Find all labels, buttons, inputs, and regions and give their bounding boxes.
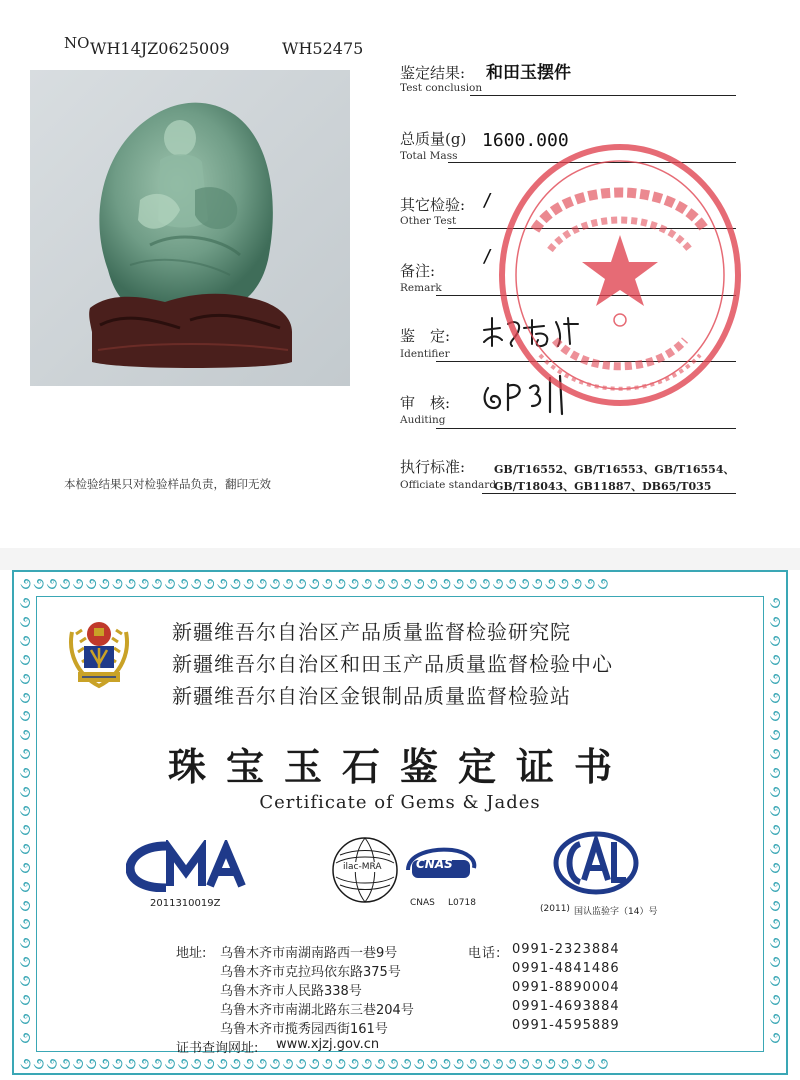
page-gap xyxy=(0,548,800,570)
disclaimer-note: 本检验结果只对检验样品负责，翻印无效 xyxy=(64,477,271,491)
cal-number: 国认监验字（14）号 xyxy=(574,907,658,917)
org-name-2: 新疆维吾尔自治区和田玉产品质量监督检验中心 xyxy=(172,652,613,676)
other-test-value: / xyxy=(482,190,493,211)
cma-number: 2011310019Z xyxy=(150,898,221,909)
standard-en: Officiate standard xyxy=(400,479,497,491)
total-mass-label: 总质量(g) xyxy=(400,130,467,148)
address-line: 乌鲁木齐市南湖北路东三巷204号 xyxy=(220,1003,414,1018)
certificate-subtitle: Certificate of Gems & Jades xyxy=(259,792,541,813)
report-no-prefix: NO xyxy=(64,34,90,52)
remark-en: Remark xyxy=(400,282,442,294)
ilac-mra-text: ilac-MRA xyxy=(343,862,382,872)
border-pattern-top: ૭૭૭૭૭૭૭૭૭૭૭૭૭૭૭૭૭૭૭૭૭૭૭૭૭૭૭૭૭૭૭૭૭૭૭૭૭૭૭૭૭૭૭૭૭ xyxy=(20,574,611,593)
identifier-label: 鉴 定: xyxy=(400,327,451,345)
cal-year: (2011) xyxy=(540,904,570,914)
cnas-number: L0718 xyxy=(448,898,476,908)
address-line: 乌鲁木齐市克拉玛依东路375号 xyxy=(220,965,401,980)
test-conclusion-value: 和田玉摆件 xyxy=(486,63,571,83)
cma-logo xyxy=(126,840,246,892)
cnas-logo-text: CNAS xyxy=(416,857,453,871)
auditing-label: 审 核: xyxy=(400,394,451,412)
official-stamp xyxy=(495,140,745,410)
certificate-card xyxy=(0,570,800,1080)
report-number: WH14JZ0625009 xyxy=(90,39,230,58)
org-name-3: 新疆维吾尔自治区金银制品质量监督检验站 xyxy=(172,684,571,708)
standard-label: 执行标准: xyxy=(400,458,466,476)
phone-number: 0991-4693884 xyxy=(512,999,620,1014)
divider xyxy=(470,95,736,96)
certificate-title: 珠宝玉石鉴定证书 xyxy=(167,744,632,789)
phone-label: 电话: xyxy=(468,946,502,961)
org-name-1: 新疆维吾尔自治区产品质量监督检验研究院 xyxy=(172,620,571,644)
cal-logo xyxy=(552,830,640,896)
standard-value-line2: GB/T18043、GB11887、DB65/T035 xyxy=(494,480,712,493)
border-pattern-right: ૭ ૭ ૭ ૭ ૭ ૭ ૭ ૭ ૭ ૭ ૭ ૭ ૭ ૭ ૭ ૭ ૭ ૭ ૭ ૭ ૭ ૭ ૭ ૭ xyxy=(769,594,781,1047)
report-number-secondary: WH52475 xyxy=(282,39,364,58)
border-pattern-left: ૭ ૭ ૭ ૭ ૭ ૭ ૭ ૭ ૭ ૭ ૭ ૭ ૭ ૭ ૭ ૭ ૭ ૭ ૭ ૭ ૭ ૭ ૭ ૭ xyxy=(19,594,31,1047)
query-url[interactable]: www.xjzj.gov.cn xyxy=(276,1037,380,1052)
quality-inspection-emblem xyxy=(64,612,134,692)
query-url-label: 证书查询网址: xyxy=(176,1041,259,1056)
identifier-en: Identifier xyxy=(400,348,450,360)
jade-carving-photo xyxy=(30,70,350,386)
other-test-label: 其它检验: xyxy=(400,196,466,214)
cnas-label: CNAS xyxy=(410,898,435,908)
address-label: 地址: xyxy=(176,946,207,961)
test-conclusion-en: Test conclusion xyxy=(400,82,483,94)
address-line: 乌鲁木齐市南湖南路西一巷9号 xyxy=(220,946,398,961)
divider xyxy=(436,428,736,429)
remark-value: / xyxy=(482,246,493,267)
total-mass-value: 1600.000 xyxy=(482,130,569,151)
remark-label: 备注: xyxy=(400,262,436,280)
phone-number: 0991-4841486 xyxy=(512,961,620,976)
divider xyxy=(482,493,736,494)
phone-number: 0991-2323884 xyxy=(512,942,620,957)
jade-carving-image xyxy=(30,70,350,386)
phone-number: 0991-8890004 xyxy=(512,980,620,995)
total-mass-en: Total Mass xyxy=(400,150,458,162)
auditing-en: Auditing xyxy=(400,414,446,426)
address-line: 乌鲁木齐市揽秀园西街161号 xyxy=(220,1022,388,1037)
other-test-en: Other Test xyxy=(400,215,457,227)
phone-number: 0991-4595889 xyxy=(512,1018,620,1033)
border-pattern-bottom: ૭૭૭૭૭૭૭૭૭૭૭૭૭૭૭૭૭૭૭૭૭૭૭૭૭૭૭૭૭૭૭૭૭૭૭૭૭૭૭૭૭૭૭૭૭ xyxy=(20,1054,611,1073)
test-conclusion-label: 鉴定结果: xyxy=(400,64,466,82)
standard-value-line1: GB/T16552、GB/T16553、GB/T16554、 xyxy=(494,463,735,476)
address-line: 乌鲁木齐市人民路338号 xyxy=(220,984,362,999)
